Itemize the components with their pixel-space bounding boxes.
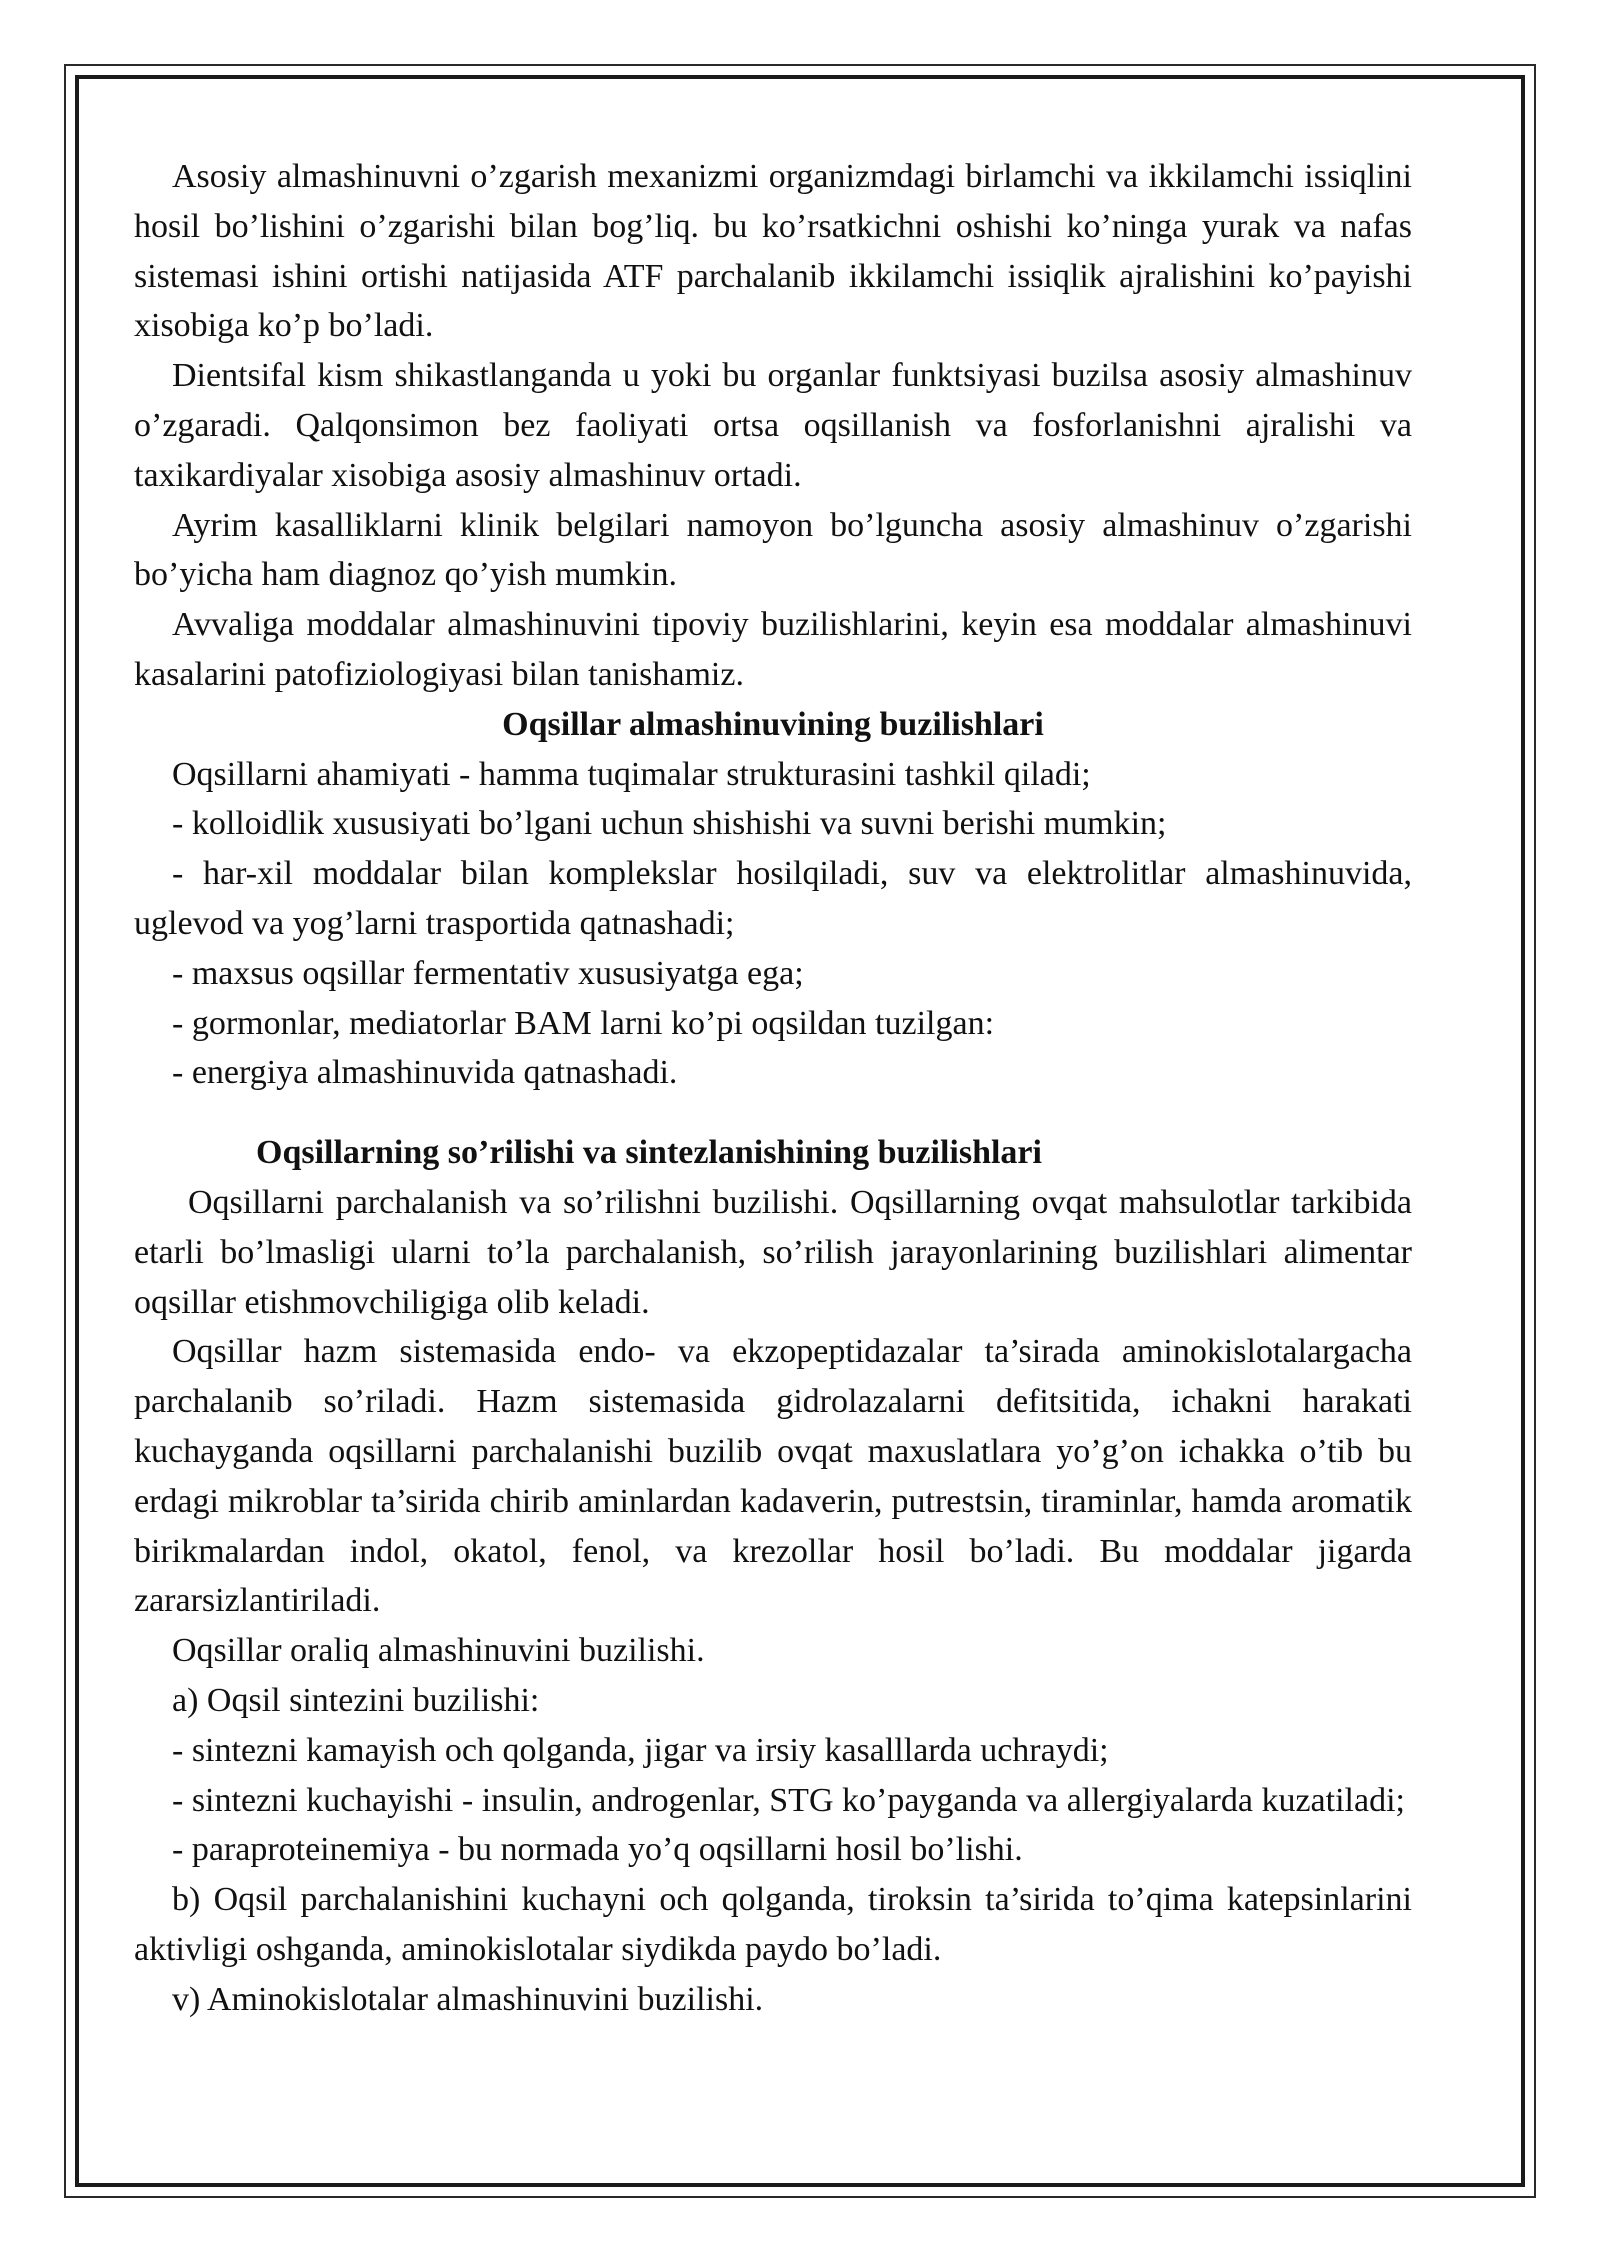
- list-item: - kolloidlik xususiyati bo’lgani uchun shishishi va suvni berishi mumkin;: [172, 805, 1167, 843]
- list-item: - har-xil moddalar bilan komplekslar hosilqiladi, suv va elektrolitlar almashinuvida, uglevod va yog’larni trasportida qatnashadi;: [134, 855, 1412, 942]
- paragraph: Oqsillarni ahamiyati - hamma tuqimalar strukturasini tashkil qiladi;: [172, 755, 1091, 793]
- paragraph: Dientsifal kism shikastlanganda u yoki bu organlar funktsiyasi buzilsa asosiy almashinuv o’zgaradi. Qalqonsimon bez faoliyati ortsa oqsillanish va fosforlanishni ajralishi va taxikardiyalar xisobiga asosiy almashinuv ortadi.: [134, 357, 1412, 494]
- list-item: b) Oqsil parchalanishini kuchayni och qolganda, tiroksin ta’sirida to’qima katepsinlarini aktivligi oshganda, aminokislotalar siydikda paydo bo’ladi.: [134, 1881, 1412, 1968]
- list-item: - sintezni kuchayishi - insulin, androgenlar, STG ko’payganda va allergiyalarda kuzatiladi;: [172, 1781, 1405, 1819]
- section-heading: Oqsillar almashinuvining buzilishlari: [502, 705, 1044, 743]
- section-heading: Oqsillarning so’rilishi va sintezlanishining buzilishlari: [256, 1134, 1042, 1172]
- list-item: v) Aminokislotalar almashinuvini buzilishi.: [172, 1980, 764, 2018]
- list-item: - sintezni kamayish och qolganda, jigar va irsiy kasalllarda uchraydi;: [172, 1731, 1109, 1769]
- paragraph: Asosiy almashinuvni o’zgarish mexanizmi organizmdagi birlamchi va ikkilamchi issiqlini hosil bo’lishini o’zgarishi bilan bog’liq. bu ko’rsatkichni oshishi ko’ninga yurak va nafas sistemasi ishini ortishi natijasida ATF parchalanib ikkilamchi issiqlik ajralishini ko’payishi xisobiga ko’p bo’ladi.: [134, 158, 1412, 345]
- list-item: - energiya almashinuvida qatnashadi.: [172, 1054, 678, 1092]
- paragraph: Oqsillar oraliq almashinuvini buzilishi.: [172, 1632, 705, 1670]
- paragraph: Oqsillarni parchalanish va so’rilishni buzilishi. Oqsillarning ovqat mahsulotlar tarkibida etarli bo’lmasligi ularni to’la parchalanish, so’rilish jarayonlarining buzilishlari alimentar oqsillar etishmovchiligiga olib keladi.: [134, 1183, 1412, 1321]
- document-body: [134, 152, 1412, 2024]
- list-item: - maxsus oqsillar fermentativ xususiyatga ega;: [172, 954, 804, 992]
- list-item: - gormonlar, mediatorlar BAM larni ko’pi oqsildan tuzilgan:: [172, 1004, 995, 1042]
- list-item: - paraproteinemiya - bu normada yo’q oqsillarni hosil bo’lishi.: [172, 1831, 1023, 1869]
- paragraph: Avvaliga moddalar almashinuvini tipoviy buzilishlarini, keyin esa moddalar almashinuvi kasalarini patofiziologiyasi bilan tanishamiz.: [134, 606, 1412, 693]
- paragraph: Ayrim kasalliklarni klinik belgilari namoyon bo’lguncha asosiy almashinuv o’zgarishi bo’yicha ham diagnoz qo’yish mumkin.: [134, 506, 1412, 594]
- list-item: a) Oqsil sintezini buzilishi:: [172, 1681, 540, 1719]
- paragraph: Oqsillar hazm sistemasida endo- va ekzopeptidazalar ta’sirada aminokislotalargacha parchalanib so’riladi. Hazm sistemasida gidrolazalarni defitsitida, ichakni harakati kuchayganda oqsillarni parchalanishi buzilib ovqat maxuslatlara yo’g’on ichakka o’tib bu erdagi mikroblar ta’sirida chirib aminlardan kadaverin, putrestsin, tiraminlar, hamda aromatik birikmalardan indol, okatol, fenol, va krezollar hosil bo’ladi. Bu moddalar jigarda zararsizlantiriladi.: [134, 1333, 1412, 1620]
